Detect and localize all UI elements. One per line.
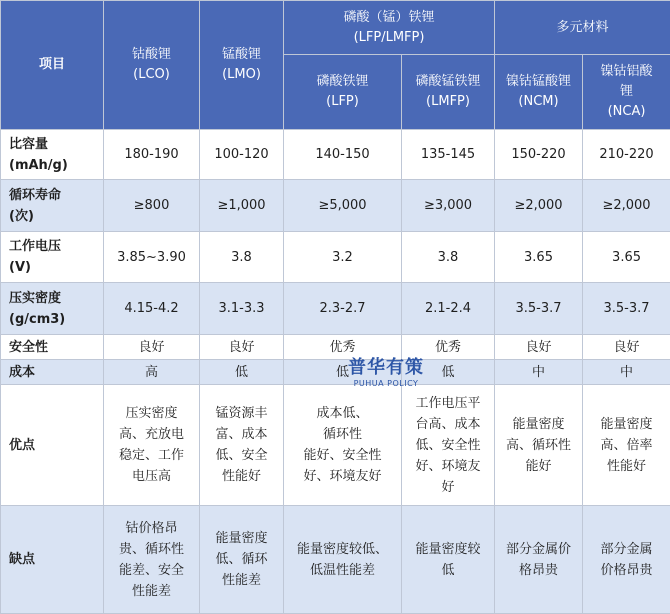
cell-nca: 能量密度 高、倍率 性能好 (583, 385, 670, 506)
cell-lco: 钴价格昂 贵、循环性 能差、安全 性能差 (104, 506, 200, 614)
header-multi-group: 多元材料 (495, 1, 670, 55)
cell-lco: 压实密度 高、充放电 稳定、工作 电压高 (104, 385, 200, 506)
cell-lco: 高 (104, 360, 200, 385)
table-row (1, 283, 670, 335)
cell-nca: 中 (583, 360, 670, 385)
header-lfp: 磷酸铁锂 (LFP) (284, 55, 402, 130)
cell-lmo: 3.8 (200, 232, 284, 283)
cell-lmo: 能量密度 低、循环 性能差 (200, 506, 284, 614)
cell-lco: 4.15-4.2 (104, 283, 200, 335)
cell-nca: 3.5-3.7 (583, 283, 670, 335)
row-label: 循环寿命 (次) (1, 180, 104, 232)
header-ncm: 镍钴锰酸锂 (NCM) (495, 55, 583, 130)
cell-lmo: 良好 (200, 335, 284, 360)
table-row (1, 506, 670, 614)
table-row (1, 360, 670, 385)
cell-ncm: 中 (495, 360, 583, 385)
table-row (1, 130, 670, 180)
row-label: 压实密度 (g/cm3) (1, 283, 104, 335)
cell-lmo: 100-120 (200, 130, 284, 180)
table-row (1, 180, 670, 232)
cell-lmfp: 工作电压平 台高、成本 低、安全性 好、环境友 好 (402, 385, 495, 506)
cell-lmfp: 能量密度较 低 (402, 506, 495, 614)
header-lco: 钴酸锂 (LCO) (104, 1, 200, 130)
cell-lmfp: 2.1-2.4 (402, 283, 495, 335)
cell-lfp: 2.3-2.7 (284, 283, 402, 335)
cell-lfp: ≥5,000 (284, 180, 402, 232)
cell-lco: ≥800 (104, 180, 200, 232)
cell-lmo: 低 (200, 360, 284, 385)
cell-lmfp: 低 (402, 360, 495, 385)
header-nca: 镍钴铝酸 锂 (NCA) (583, 55, 670, 130)
cell-lco: 良好 (104, 335, 200, 360)
cell-nca: 部分金属 价格昂贵 (583, 506, 670, 614)
cell-lmfp: ≥3,000 (402, 180, 495, 232)
cell-ncm: 150-220 (495, 130, 583, 180)
cell-lfp: 优秀 (284, 335, 402, 360)
row-label: 成本 (1, 360, 104, 385)
header-lmo: 锰酸锂 (LMO) (200, 1, 284, 130)
cell-lmfp: 优秀 (402, 335, 495, 360)
row-label: 缺点 (1, 506, 104, 614)
cell-lco: 180-190 (104, 130, 200, 180)
cell-lfp: 140-150 (284, 130, 402, 180)
row-label: 安全性 (1, 335, 104, 360)
cell-lmfp: 135-145 (402, 130, 495, 180)
cell-lmo: 3.1-3.3 (200, 283, 284, 335)
cell-lfp: 3.2 (284, 232, 402, 283)
row-label: 比容量 (mAh/g) (1, 130, 104, 180)
cell-lfp: 成本低、 循环性 能好、安全性 好、环境友好 (284, 385, 402, 506)
cell-nca: ≥2,000 (583, 180, 670, 232)
cell-ncm: 部分金属价 格昂贵 (495, 506, 583, 614)
watermark-cn: 普华有策 (336, 357, 436, 379)
header-item: 项目 (1, 1, 104, 130)
cell-nca: 良好 (583, 335, 670, 360)
row-label: 优点 (1, 385, 104, 506)
cell-lmo: ≥1,000 (200, 180, 284, 232)
cell-lfp: 低 (284, 360, 402, 385)
cell-ncm: ≥2,000 (495, 180, 583, 232)
cell-ncm: 良好 (495, 335, 583, 360)
cell-lmo: 锰资源丰 富、成本 低、安全 性能好 (200, 385, 284, 506)
cell-nca: 3.65 (583, 232, 670, 283)
table-row (1, 385, 670, 506)
cell-nca: 210-220 (583, 130, 670, 180)
row-label: 工作电压 (V) (1, 232, 104, 283)
header-lmfp: 磷酸锰铁锂 (LMFP) (402, 55, 495, 130)
header-lfp-group: 磷酸（锰）铁锂 (LFP/LMFP) (284, 1, 495, 55)
cell-ncm: 能量密度 高、循环性 能好 (495, 385, 583, 506)
cell-lco: 3.85~3.90 (104, 232, 200, 283)
cell-ncm: 3.5-3.7 (495, 283, 583, 335)
watermark-en: PUHUA POLICY (336, 379, 436, 389)
table-row (1, 335, 670, 360)
cell-ncm: 3.65 (495, 232, 583, 283)
cell-lfp: 能量密度较低、 低温性能差 (284, 506, 402, 614)
cell-lmfp: 3.8 (402, 232, 495, 283)
table-row (1, 232, 670, 283)
